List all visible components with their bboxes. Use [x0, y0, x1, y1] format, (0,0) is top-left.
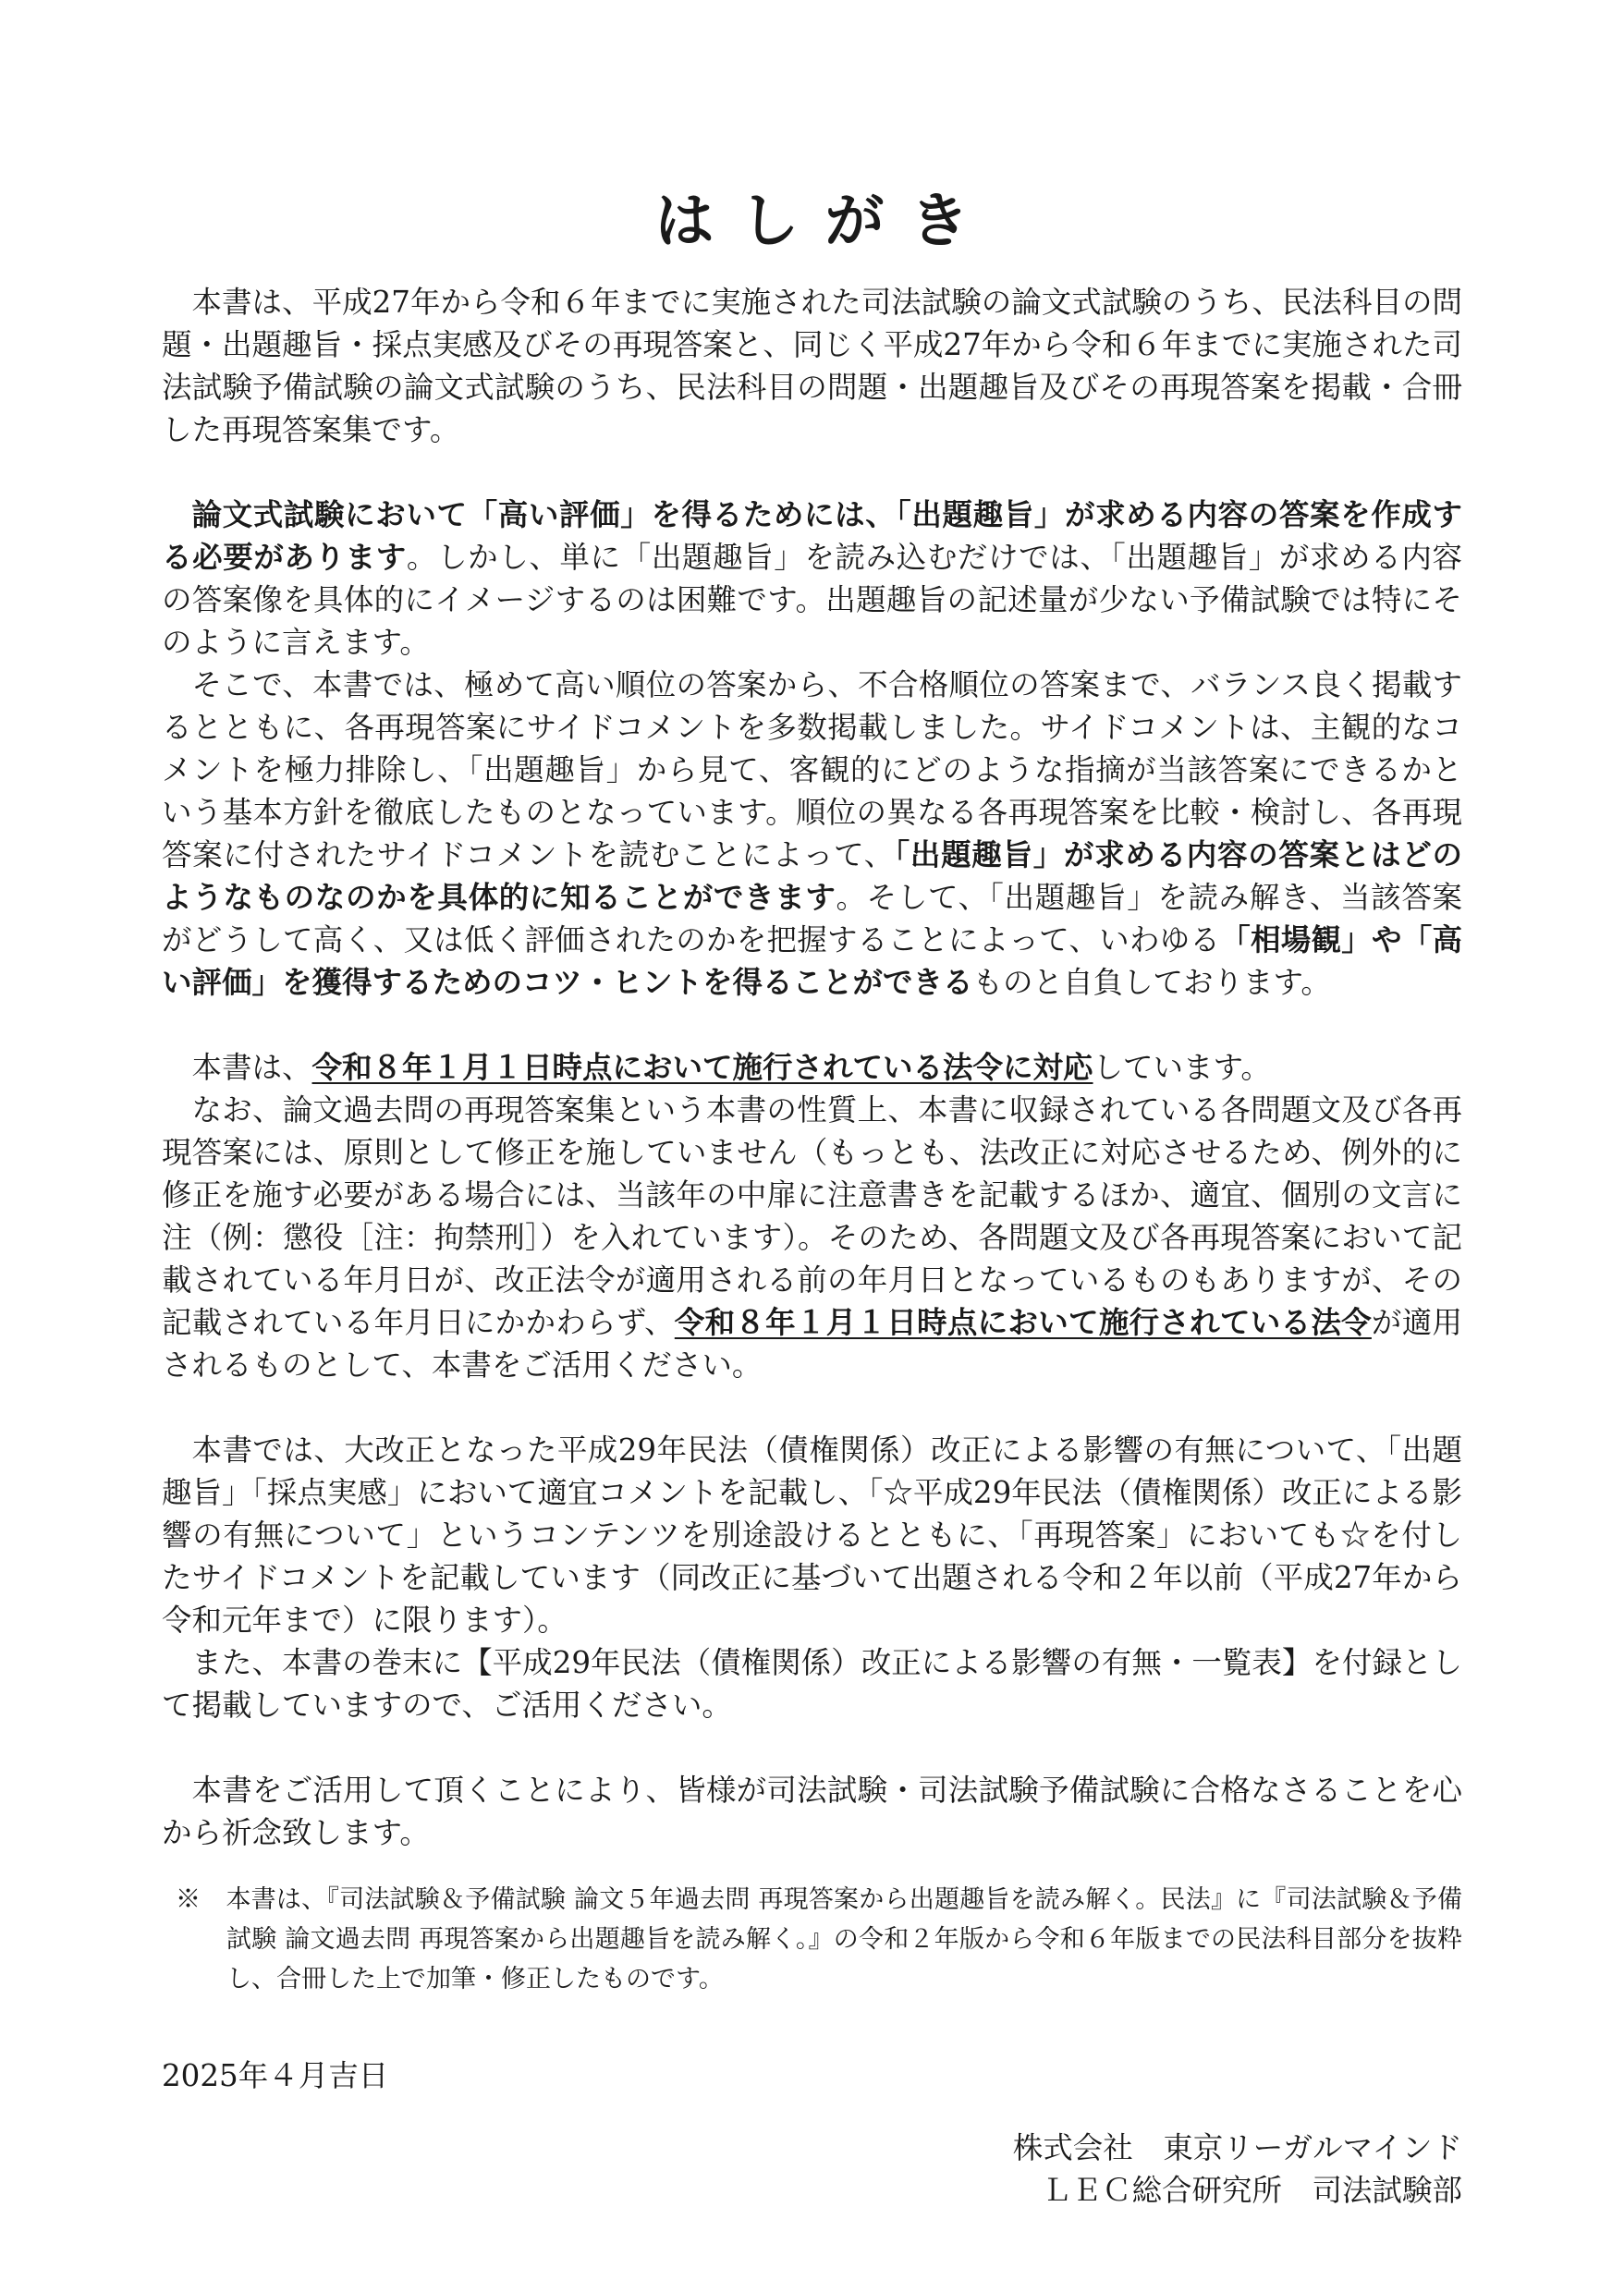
paragraph-intro: 本書は、平成27年から令和６年までに実施された司法試験の論文式試験のうち、民法科目の問題・出題趣旨・採点実感及びその再現答案と、同じく平成27年から令和６年までに実施された司法試験予備試験の論文式試験のうち、民法科目の問題・出題趣旨及びその再現答案を掲載・合冊した再現答案集です。 [162, 285, 1462, 447]
paragraph-side-comments [162, 664, 1462, 1004]
page-title: はしがき [654, 188, 995, 256]
paragraph-civil-code-reform: 本書では、大改正となった平成29年民法（債権関係）改正による影響の有無について、「出題趣旨」「採点実感」において適宜コメントを記載し、「☆平成29年民法（債権関係）改正による影響の有無について」というコンテンツを別途設けるとともに、「再現答案」においても☆を付したサイドコメントを記載しています（同改正に基づいて出題される令和２年以前（平成27年から令和元年まで）に限ります）。 [162, 1432, 1462, 1638]
footnote: ※ 本書は、『司法試験＆予備試験 論文５年過去問 再現答案から出題趣旨を読み解く。民法』に『司法試験＆予備試験 論文過去問 再現答案から出題趣旨を読み解く。』の令和２年版から令和６年版までの民法科目部分を抜粋し、合冊した上で加筆・修正したものです。 [176, 1885, 1462, 1993]
emphasis-underlined-text: 令和８年１月１日時点において施行されている法令に対応 [311, 1050, 1093, 1085]
emphasis-underlined-text: 令和８年１月１日時点において施行されている法令 [674, 1305, 1372, 1340]
body-text: 。そして、「出題趣旨」を読み解き、当該答案がどうして高く、又は低く評価されたのかを把握することによって、いわゆる [162, 880, 1462, 957]
paragraph-law-date [162, 1046, 1462, 1089]
body-text: しています。 [1093, 1050, 1271, 1085]
paragraph-appendix: また、本書の巻末に【平成29年民法（債権関係）改正による影響の有無・一覧表】を付録として掲載していますので、ご活用ください。 [162, 1645, 1462, 1723]
emphasis-text: 論文式試験において「高い評価」を得るためには、「出題趣旨」が求める内容の答案を作成する必要があります [162, 497, 1462, 575]
body-text: 本書は、 [191, 1050, 312, 1085]
preface-page [162, 185, 1462, 2212]
body-text: が適用されるものとして、本書をご活用ください。 [162, 1305, 1462, 1383]
paragraph-evaluation [162, 494, 1462, 664]
company-name: 株式会社 東京リーガルマインド [1012, 2130, 1462, 2165]
body-text: そこで、本書では、極めて高い順位の答案から、不合格順位の答案まで、バランス良く掲載するとともに、各再現答案にサイドコメントを多数掲載しました。サイドコメントは、主観的なコメントを極力排除し、「出題趣旨」から見て、客観的にどのような指摘が当該答案にできるかという基本方針を徹底したものとなっています。順位の異なる各再現答案を比較・検討し、各再現答案に付されたサイドコメントを読むことによって、 [162, 667, 1462, 872]
emphasis-text: 「出題趣旨」が求める内容の答案とはどのようなものなのかを具体的に知ることができます [162, 837, 1462, 915]
body-text: ものと自負しております。 [972, 965, 1331, 1000]
paragraph-closing: 本書をご活用して頂くことにより、皆様が司法試験・司法試験予備試験に合格なさることを心から祈念致します。 [162, 1773, 1462, 1850]
publication-date: 2025年４月吉日 [162, 2058, 389, 2093]
body-text: なお、論文過去問の再現答案集という本書の性質上、本書に収録されている各問題文及び各再現答案には、原則として修正を施していません（もっとも、法改正に対応させるため、例外的に修正を施す必要がある場合には、当該年の中扉に注意書きを記載するほか、適宜、個別の文言に注（例：懲役［注：拘禁刑］）を入れています）。そのため、各問題文及び各再現答案において記載されている年月日が、改正法令が適用される前の年月日となっているものもありますが、その記載されている年月日にかかわらず、 [162, 1092, 1462, 1340]
signature [162, 2127, 1462, 2212]
department-name: ＬＥＣ総合研究所 司法試験部 [1041, 2173, 1462, 2208]
emphasis-text: 「相場観」や「高い評価」を獲得するためのコツ・ヒントを得ることができる [162, 922, 1462, 1000]
paragraph-revision-note [162, 1089, 1462, 1386]
body-text: 。しかし、単に「出題趣旨」を読み込むだけでは、「出題趣旨」が求める内容の答案像を具体的にイメージするのは困難です。出題趣旨の記述量が少ない予備試験では特にそのように言えます。 [162, 540, 1462, 660]
